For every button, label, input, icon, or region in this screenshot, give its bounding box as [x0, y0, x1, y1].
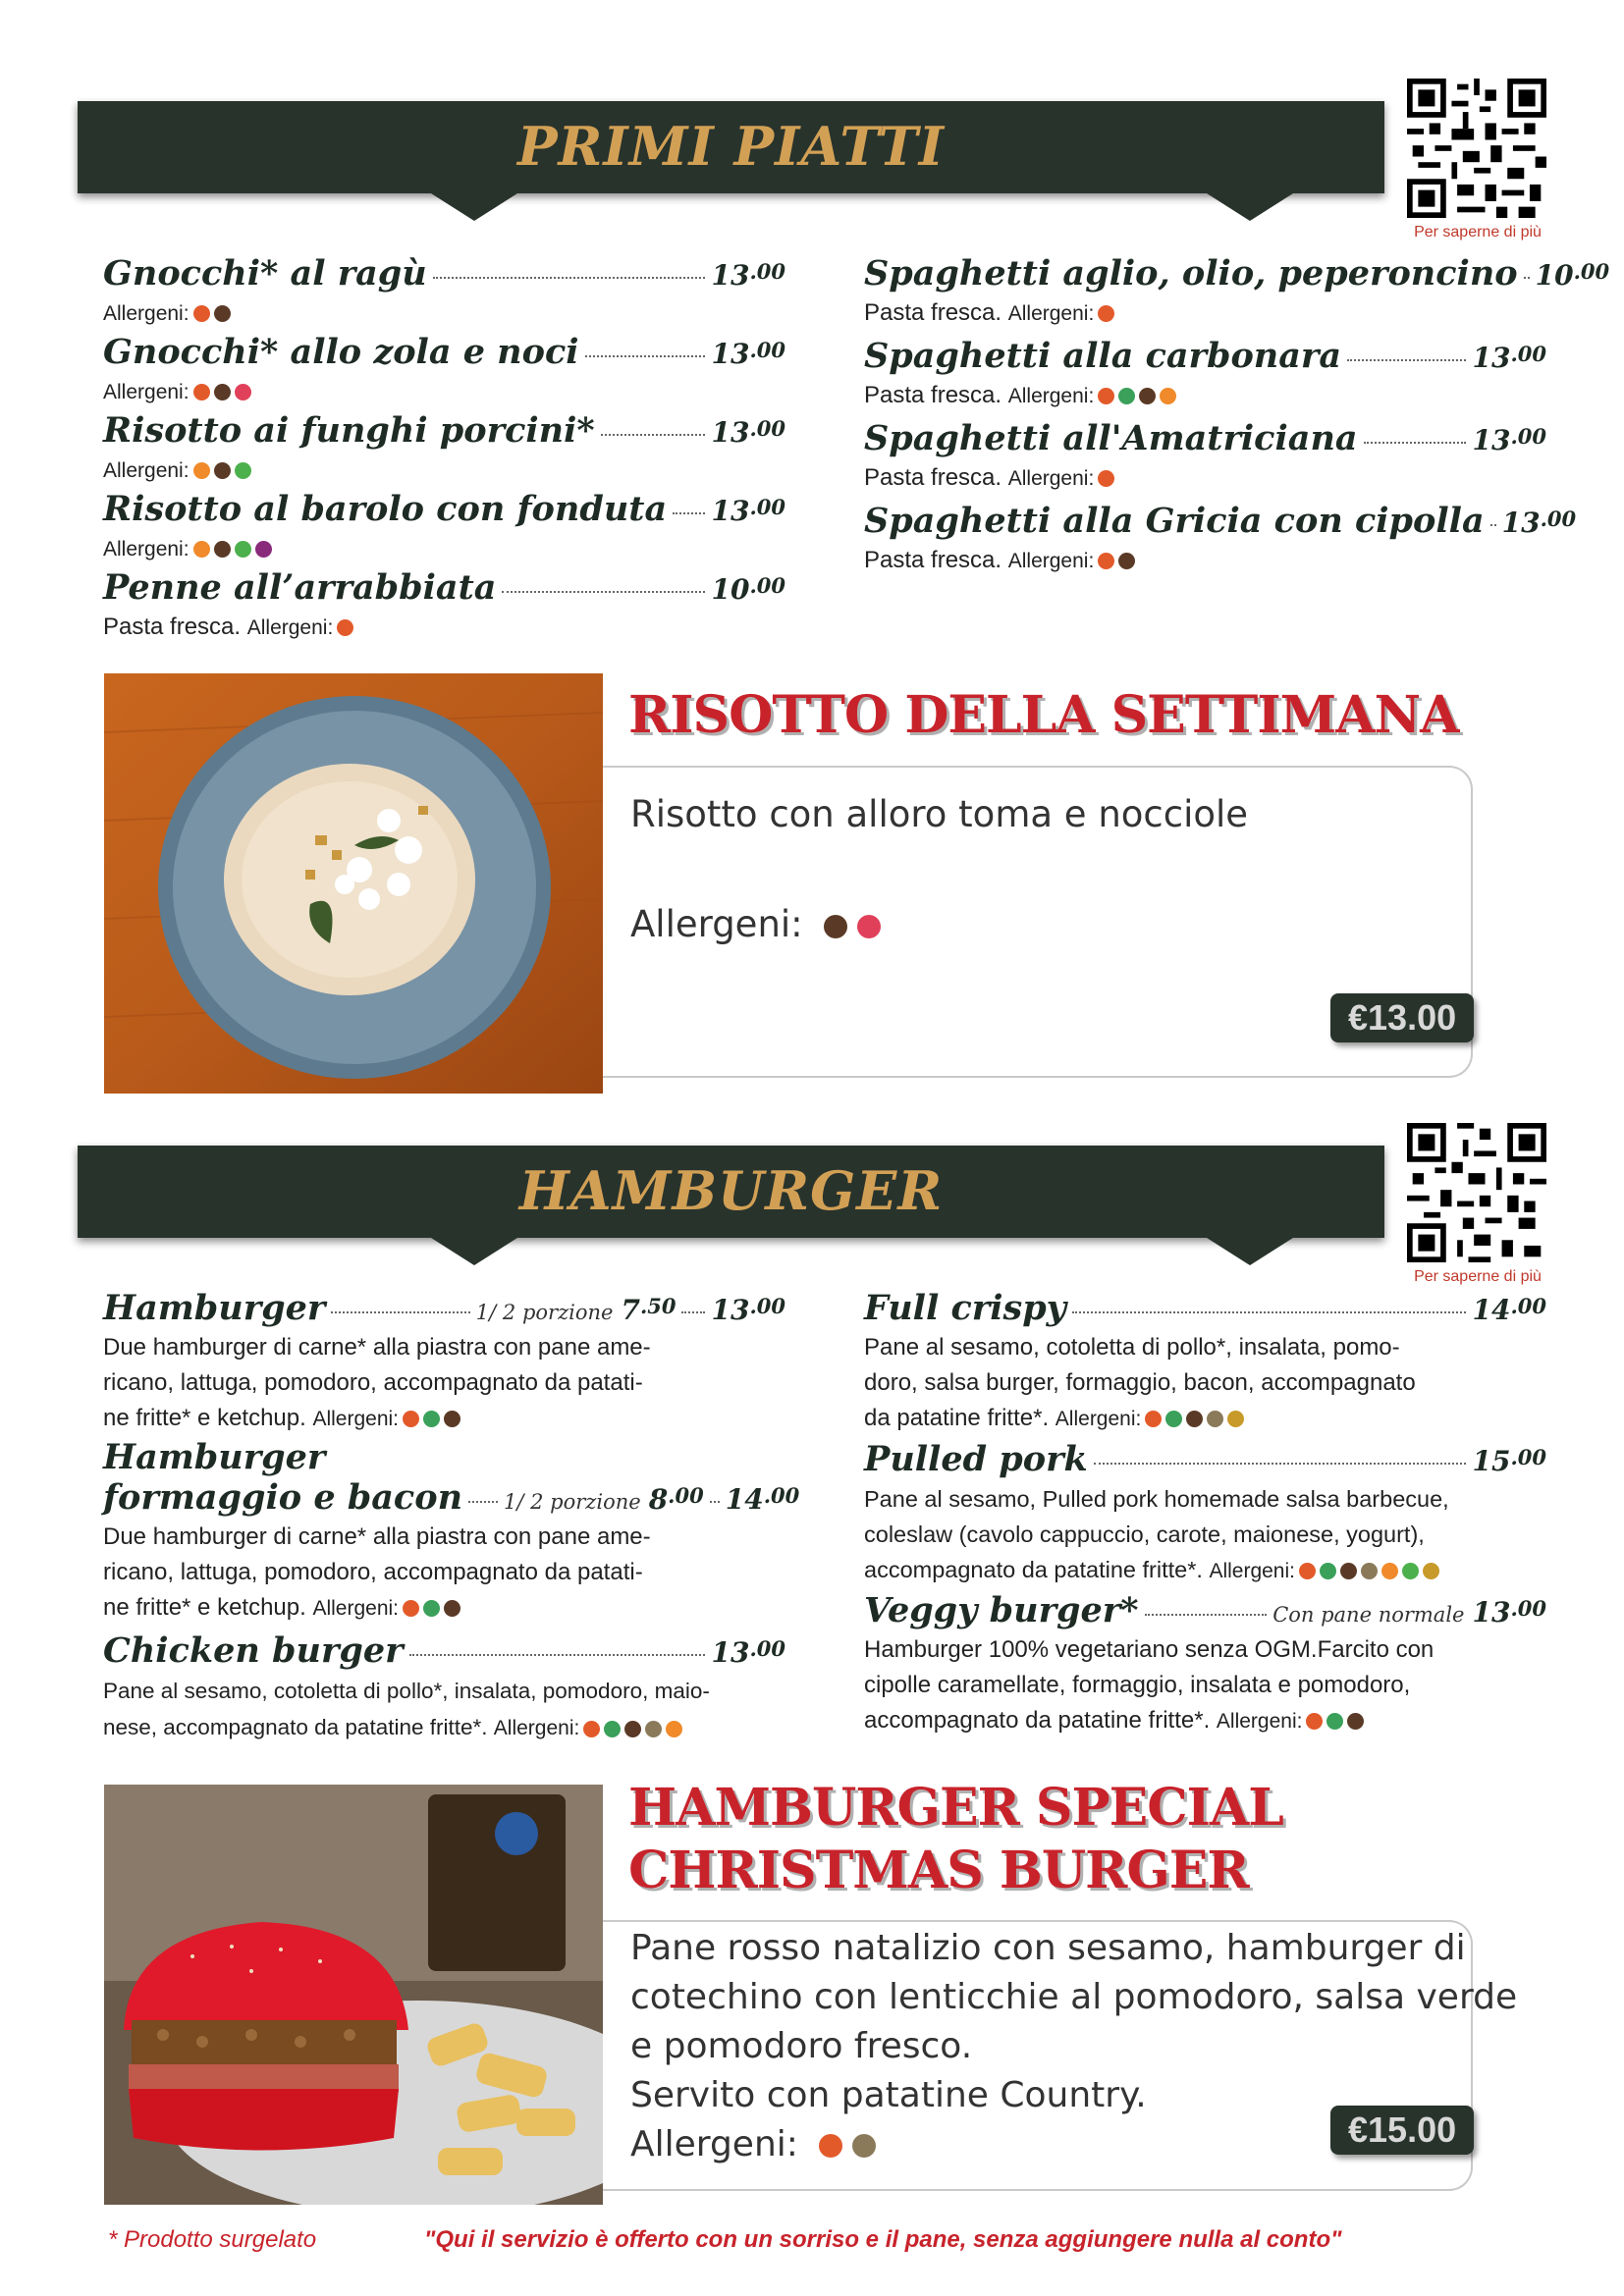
dish-name: Veggy burger* — [864, 1590, 1139, 1630]
dish-name: Spaghetti aglio, olio, peperoncino — [864, 253, 1518, 294]
dish-description: Pasta fresca. — [864, 299, 1002, 326]
allergen-icons — [1141, 1405, 1244, 1431]
service-quote: "Qui il servizio è offerto con un sorriso e il pane, senza aggiungere nulla al conto" — [424, 2226, 1342, 2253]
allergen-label: Allergeni: — [103, 459, 189, 482]
dish-full-crispy — [864, 1288, 1546, 1437]
half-portion-price: $8^{.00}$ — [648, 1483, 704, 1516]
burger-special-served: Servito con patatine Country. — [630, 2075, 1147, 2115]
allergen-icons — [809, 2124, 876, 2164]
bread-option-label: Con pane normale — [1272, 1603, 1465, 1627]
dish-risotto-barolo — [103, 489, 785, 567]
dish-description: Pane al sesamo, cotoletta di pollo*, insalata, pomo- doro, salsa burger, formaggio, bacon, accompagnato da patatine fritte*. Allergeni: — [864, 1334, 1416, 1431]
allergen-icons — [814, 903, 881, 945]
eggs-allergen-icon — [1118, 388, 1135, 404]
gluten-allergen-icon — [583, 1721, 600, 1737]
lupin-allergen-icon — [255, 541, 272, 558]
dish-pulled-pork — [864, 1439, 1551, 1589]
allergen-label: Allergeni: — [1216, 1710, 1303, 1733]
dish-spaghetti-gricia — [864, 501, 1577, 579]
leader-dots — [585, 355, 706, 357]
gluten-allergen-icon — [1098, 388, 1114, 404]
allergen-icons — [189, 456, 251, 483]
eggs-allergen-icon — [1165, 1411, 1182, 1427]
allergen-icons — [1094, 382, 1176, 408]
gluten-allergen-icon — [1306, 1713, 1323, 1730]
nuts-allergen-icon — [235, 384, 251, 400]
eggs-allergen-icon — [423, 1411, 440, 1427]
gluten-allergen-icon — [1098, 305, 1114, 322]
leader-dots — [710, 1501, 720, 1503]
leader-dots — [1347, 359, 1466, 361]
dish-price: $13^{.00}$ — [711, 338, 785, 370]
eggs-allergen-icon — [1320, 1563, 1336, 1579]
dish-spaghetti-amatriciana — [864, 418, 1546, 497]
gluten-allergen-icon — [819, 2134, 842, 2158]
dish-name: Spaghetti alla carbonara — [864, 336, 1342, 376]
dish-name-line2: formaggio e bacon — [103, 1477, 463, 1518]
dish-price: $13^{.00}$ — [1472, 342, 1546, 374]
half-portion-label: 1/ 2 porzione — [475, 1301, 614, 1324]
eggs-allergen-icon — [604, 1721, 621, 1737]
dish-description: Pasta fresca. — [864, 382, 1002, 408]
dish-price: $14^{.00}$ — [725, 1483, 800, 1516]
sesame-allergen-icon — [1361, 1563, 1378, 1579]
leader-dots — [601, 434, 706, 436]
leader-dots — [468, 1501, 498, 1503]
risotto-special-price: €13.00 — [1330, 993, 1474, 1042]
leader-dots — [502, 591, 705, 593]
leader-dots — [1490, 524, 1496, 526]
dish-description: Pane al sesamo, Pulled pork homemade salsa barbecue, coleslaw (cavolo cappuccio, carote, maionese, yogurt), accompagnato da patatine fritte*. Allergeni: — [864, 1486, 1449, 1582]
dish-description: Hamburger 100% vegetariano senza OGM.Farcito con cipolle caramellate, formaggio, insalata e pomodoro, accompagnato da patatine fritte*. Allergeni: — [864, 1636, 1435, 1734]
dish-price: $13^{.00}$ — [1472, 1596, 1546, 1629]
milk-allergen-icon — [214, 384, 231, 400]
dish-price: $13^{.00}$ — [711, 1636, 785, 1669]
milk-allergen-icon — [214, 541, 231, 558]
dish-risotto-funghi — [103, 410, 785, 489]
allergen-label: Allergeni: — [1007, 550, 1095, 572]
eggs-allergen-icon — [423, 1600, 440, 1617]
milk-allergen-icon — [1139, 388, 1156, 404]
milk-allergen-icon — [1347, 1713, 1364, 1730]
dish-name: Gnocchi* allo zola e noci — [103, 332, 579, 372]
dish-spaghetti-carbonara — [864, 336, 1546, 414]
allergen-label: Allergeni: — [1055, 1408, 1142, 1430]
primi-qr-code[interactable] — [1407, 79, 1546, 218]
mustard-allergen-icon — [1227, 1411, 1244, 1427]
allergen-label: Allergeni: — [1007, 385, 1095, 407]
dish-gnocchi-ragu — [103, 253, 785, 332]
allergen-label: Allergeni: — [246, 616, 334, 639]
dish-price: $13^{.00}$ — [711, 495, 785, 527]
risotto-special-heading: RISOTTO DELLA SETTIMANA — [628, 685, 1459, 745]
dish-price: $13^{.00}$ — [1472, 424, 1546, 456]
risotto-photo — [104, 673, 603, 1094]
gluten-allergen-icon — [403, 1411, 419, 1427]
dish-price: $13^{.00}$ — [1501, 507, 1577, 539]
dish-price: $13^{.00}$ — [711, 416, 785, 449]
allergen-icons — [189, 299, 231, 326]
dish-name: Risotto al barolo con fonduta — [103, 489, 668, 529]
allergen-label: Allergeni: — [103, 381, 189, 403]
milk-allergen-icon — [214, 305, 231, 322]
milk-allergen-icon — [444, 1600, 460, 1617]
milk-allergen-icon — [214, 462, 231, 479]
dish-description: Pasta fresca. — [103, 614, 242, 640]
dish-price: $15^{.00}$ — [1472, 1445, 1546, 1477]
dish-name: Gnocchi* al ragù — [103, 253, 427, 294]
hamburger-banner — [78, 1146, 1384, 1238]
dish-description: Pane al sesamo, cotoletta di pollo*, insalata, pomodoro, maio- nese, accompagnato da patatine fritte*. Allergeni: — [103, 1679, 710, 1739]
allergen-icons — [189, 535, 272, 561]
gluten-allergen-icon — [1098, 553, 1114, 569]
gluten-allergen-icon — [1145, 1411, 1162, 1427]
christmas-burger-photo — [104, 1785, 603, 2205]
eggs-allergen-icon — [1326, 1713, 1343, 1730]
leader-dots — [681, 1311, 705, 1313]
dish-description: Due hamburger di carne* alla piastra con pane ame- ricano, lattuga, pomodoro, accompagnato da patati- ne fritte* e ketchup. Allergeni: — [103, 1334, 651, 1431]
dish-description: Due hamburger di carne* alla piastra con pane ame- ricano, lattuga, pomodoro, accompagnato da patati- ne fritte* e ketchup. Allergeni: — [103, 1523, 651, 1621]
leader-dots — [331, 1311, 469, 1313]
allergen-label: Allergeni: — [1209, 1560, 1295, 1582]
allergen-icons — [399, 1405, 460, 1431]
burger-special-description: Pane rosso natalizio con sesamo, hamburger di cotechino con lenticchie al pomodoro, salsa verde e pomodoro fresco. Servito con patatine Country. Allergeni: — [630, 1924, 1517, 2169]
dish-hamburger-formaggio-bacon — [103, 1437, 800, 1627]
allergen-label: Allergeni: — [630, 903, 803, 945]
celery-allergen-icon — [235, 541, 251, 558]
gluten-allergen-icon — [337, 619, 353, 636]
dish-description: Pasta fresca. — [864, 547, 1002, 573]
dish-name: Penne all’arrabbiata — [103, 567, 497, 608]
frozen-product-note: * Prodotto surgelato — [108, 2226, 317, 2253]
dish-price: $13^{.00}$ — [711, 1294, 785, 1326]
dish-gnocchi-zola — [103, 332, 785, 410]
allergen-label: Allergeni: — [312, 1597, 400, 1620]
allergen-icons — [1094, 299, 1114, 326]
leader-dots — [1524, 277, 1530, 279]
milk-allergen-icon — [1118, 553, 1135, 569]
gluten-allergen-icon — [403, 1600, 419, 1617]
risotto-special-description: Risotto con alloro toma e nocciole — [630, 793, 1249, 835]
mustard-allergen-icon — [1423, 1563, 1439, 1579]
gluten-allergen-icon — [193, 305, 210, 322]
dish-description: Pasta fresca. — [864, 464, 1002, 491]
dish-name: Pulled pork — [864, 1439, 1088, 1479]
allergen-icons — [189, 378, 251, 404]
dish-price: $13^{.00}$ — [711, 259, 785, 292]
milk-allergen-icon — [824, 915, 847, 938]
primi-qr-caption: Per saperne di più — [1414, 224, 1542, 240]
dish-name: Risotto ai funghi porcini* — [103, 410, 595, 451]
dish-name: Chicken burger — [103, 1630, 404, 1671]
allergen-label: Allergeni: — [312, 1408, 400, 1430]
allergen-icons — [579, 1715, 682, 1739]
allergen-label: Allergeni: — [1007, 467, 1095, 490]
nuts-allergen-icon — [857, 915, 881, 938]
allergen-icons — [333, 614, 353, 640]
burger-special-heading: HAMBURGER SPECIAL CHRISTMAS BURGER — [628, 1778, 1283, 1900]
risotto-special-allergens — [630, 900, 881, 949]
celery-allergen-icon — [1402, 1563, 1419, 1579]
leader-dots — [409, 1654, 706, 1656]
dish-spaghetti-aglio — [864, 253, 1610, 332]
sulphites-allergen-icon — [1381, 1563, 1398, 1579]
hamburger-qr-caption: Per saperne di più — [1414, 1268, 1542, 1285]
celery-allergen-icon — [235, 462, 251, 479]
dish-name: Full crispy — [864, 1288, 1067, 1328]
gluten-allergen-icon — [193, 384, 210, 400]
leader-dots — [1145, 1614, 1268, 1616]
primi-banner — [78, 101, 1384, 193]
half-portion-price: $7^{.50}$ — [621, 1294, 677, 1326]
allergen-icons — [1094, 464, 1114, 491]
allergen-icons — [1295, 1557, 1439, 1582]
hamburger-title: HAMBURGER — [518, 1159, 944, 1222]
dish-name: Spaghetti all'Amatriciana — [864, 418, 1358, 458]
dish-hamburger — [103, 1288, 785, 1437]
allergen-label: Allergeni: — [103, 302, 189, 325]
leader-dots — [1094, 1463, 1467, 1465]
dish-chicken-burger — [103, 1630, 785, 1746]
allergen-icons — [399, 1594, 460, 1621]
allergen-label: Allergeni: — [1007, 302, 1095, 325]
allergen-icons — [1302, 1707, 1364, 1734]
milk-allergen-icon — [444, 1411, 460, 1427]
dish-price: $14^{.00}$ — [1472, 1294, 1546, 1326]
burger-special-price: €15.00 — [1330, 2106, 1474, 2155]
dish-price: $10^{.00}$ — [711, 573, 785, 606]
half-portion-label: 1/ 2 porzione — [504, 1490, 641, 1514]
sulphites-allergen-icon — [193, 541, 210, 558]
milk-allergen-icon — [1186, 1411, 1203, 1427]
dish-penne-arrabbiata — [103, 567, 785, 646]
leader-dots — [1364, 442, 1467, 444]
gluten-allergen-icon — [1299, 1563, 1316, 1579]
sulphites-allergen-icon — [666, 1721, 682, 1737]
dish-name: Hamburger — [103, 1437, 326, 1477]
dish-name: Spaghetti alla Gricia con cipolla — [864, 501, 1485, 541]
sulphites-allergen-icon — [1160, 388, 1176, 404]
dish-veggy-burger — [864, 1590, 1551, 1739]
allergen-label: Allergeni: — [493, 1717, 580, 1739]
leader-dots — [1072, 1311, 1466, 1313]
leader-dots — [673, 512, 705, 514]
allergen-label: Allergeni: — [103, 538, 189, 561]
allergen-icons — [1094, 547, 1135, 573]
dish-name: Hamburger — [103, 1288, 326, 1328]
hamburger-qr-code[interactable] — [1407, 1123, 1546, 1262]
dish-price: $10^{.00}$ — [1535, 259, 1610, 292]
sesame-allergen-icon — [1207, 1411, 1223, 1427]
milk-allergen-icon — [624, 1721, 641, 1737]
sesame-allergen-icon — [852, 2134, 876, 2158]
sulphites-allergen-icon — [193, 462, 210, 479]
gluten-allergen-icon — [1098, 470, 1114, 487]
primi-title: PRIMI PIATTI — [516, 115, 946, 178]
allergen-label: Allergeni: — [630, 2124, 798, 2164]
sesame-allergen-icon — [645, 1721, 662, 1737]
milk-allergen-icon — [1340, 1563, 1357, 1579]
leader-dots — [433, 277, 706, 279]
